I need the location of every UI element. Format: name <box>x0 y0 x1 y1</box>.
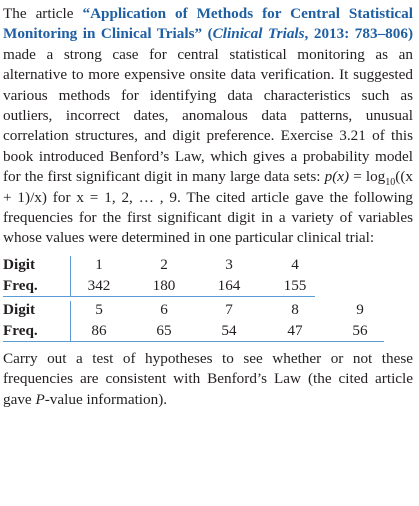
pvalue-symbol: P <box>35 390 45 408</box>
table-cell: 7 <box>225 300 233 318</box>
table-cell: 9 <box>356 300 364 318</box>
table-cell: 155 <box>283 276 307 294</box>
table-cell: 1 <box>95 255 103 273</box>
row-label-freq-a: Freq. <box>3 276 38 294</box>
frequency-table <box>3 254 413 341</box>
citation-details[interactable]: , 2013: 783–806) <box>304 25 414 43</box>
formula-sub: 10 <box>385 177 396 189</box>
row-label-digit-b: Digit <box>3 300 36 318</box>
table-cell: 6 <box>160 300 168 318</box>
closing-paragraph <box>3 349 413 410</box>
table-cell: 3 <box>225 255 233 273</box>
closing-text-2: -value information). <box>44 390 168 408</box>
table-row-digits-a <box>3 254 413 275</box>
table-cell: 56 <box>352 321 368 339</box>
row-label-digit-a: Digit <box>3 255 36 273</box>
intro-paragraph <box>3 4 413 249</box>
formula-rhs: ((x + 1)/x) for x = 1, 2, … , 9. <box>3 168 413 206</box>
formula-eq: = log <box>349 168 386 186</box>
table-cell: 8 <box>291 300 299 318</box>
table-cell: 4 <box>291 255 299 273</box>
row-label-freq-b: Freq. <box>3 321 38 339</box>
table-row-digits-b <box>3 299 413 320</box>
journal-name[interactable]: Clinical Trials <box>212 25 305 43</box>
table-cell: 54 <box>221 321 237 339</box>
table-row-freq-b <box>3 320 413 341</box>
table-vline-b <box>70 301 71 341</box>
table-cell: 5 <box>95 300 103 318</box>
table-cell: 180 <box>152 276 176 294</box>
table-row-freq-a <box>3 275 413 296</box>
table-divider-a <box>3 296 315 297</box>
table-cell: 342 <box>87 276 111 294</box>
table-cell: 47 <box>287 321 303 339</box>
formula-lhs: p(x) <box>324 168 350 186</box>
intro-text-3: The cited article gave the following frequencies for the first significant digit in a variety of variables whose values were determined in one particular clinical trial: <box>3 188 413 247</box>
table-cell: 86 <box>91 321 107 339</box>
table-divider-b <box>3 341 384 342</box>
intro-text-2: made a strong case for central statistical monitoring as an alternative to more expensive onsite data verification. It suggested various methods for identifying data characteristics such as outliers, incorrect dates, anomalous data patterns, unusual correlation structures, and digit preference. Exercise 3.21 of this book introduced Benford’s Law, which gives a probability model for the first significant digit in many large data sets: <box>3 45 413 186</box>
intro-text-1: The article <box>3 5 83 22</box>
exercise-text <box>3 4 413 410</box>
table-cell: 164 <box>217 276 241 294</box>
closing-text-1: Carry out a test of hypotheses to see whether or not these frequencies are consistent with Benford’s Law (the cited article gave <box>3 349 413 408</box>
article-title-link[interactable]: “Application of Methods for Central Statistical Monitoring in Clinical Trials” <box>3 5 413 43</box>
table-cell: 65 <box>156 321 172 339</box>
paren-open: ( <box>202 25 213 43</box>
table-vline-a <box>70 256 71 296</box>
table-cell: 2 <box>160 255 168 273</box>
